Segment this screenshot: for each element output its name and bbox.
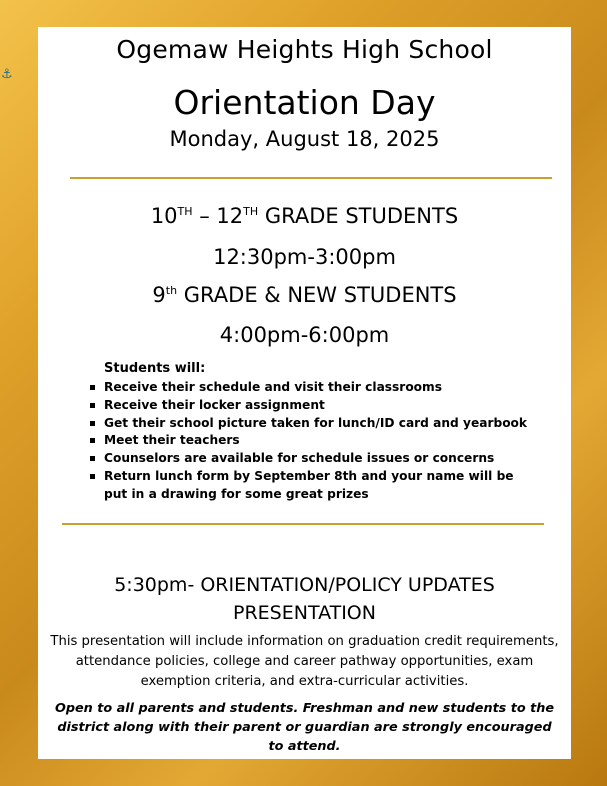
session-2-grades (38, 283, 571, 307)
grade-label: GRADE STUDENTS (264, 204, 459, 228)
grade-label: GRADE & NEW STUDENTS (183, 283, 457, 307)
grade-end: 12 (216, 204, 244, 228)
session-1-grades (38, 204, 571, 228)
grade-end-suffix: TH (243, 205, 259, 218)
grade-dash: – (199, 204, 210, 228)
grade-start: 10 (150, 204, 178, 228)
presentation-title-line-1: 5:30pm- ORIENTATION/POLICY UPDATES (114, 574, 495, 596)
presentation-title (38, 571, 571, 627)
flyer-sheet (38, 27, 571, 759)
presentation-title-line-2: PRESENTATION (233, 602, 376, 624)
anchor-icon: ⚓ (1, 67, 13, 82)
grade-start: 9 (152, 283, 166, 307)
list-item: Counselors are available for schedule issues or concerns (90, 450, 530, 468)
divider-top (70, 177, 552, 179)
school-name: Ogemaw Heights High School (116, 35, 493, 64)
grade-start-suffix: TH (177, 205, 193, 218)
list-item: Get their school picture taken for lunch/ID card and yearbook (90, 415, 530, 433)
grade-start-suffix: th (165, 284, 178, 297)
event-title: Orientation Day (173, 83, 436, 122)
event-date: Monday, August 18, 2025 (169, 127, 440, 151)
list-item: Receive their schedule and visit their classrooms (90, 379, 530, 397)
list-item: Receive their locker assignment (90, 397, 530, 415)
attendance-note: Open to all parents and students. Freshman and new students to the district along with their parent or guardian are strongly encouraged to attend. (54, 701, 555, 754)
list-item: Return lunch form by September 8th and your name will be put in a drawing for some great prizes (90, 468, 530, 504)
list-item: Meet their teachers (90, 432, 530, 450)
students-will-label: Students will: (104, 361, 206, 376)
session-1-time: 12:30pm-3:00pm (213, 245, 396, 269)
students-will-list (90, 379, 530, 504)
divider-bottom (62, 523, 544, 525)
session-2-time: 4:00pm-6:00pm (219, 323, 390, 347)
presentation-description: This presentation will include information on graduation credit requirements, attendance policies, college and career pathway opportunities, exam exemption criteria, and extra-curricular activities. (50, 634, 559, 689)
